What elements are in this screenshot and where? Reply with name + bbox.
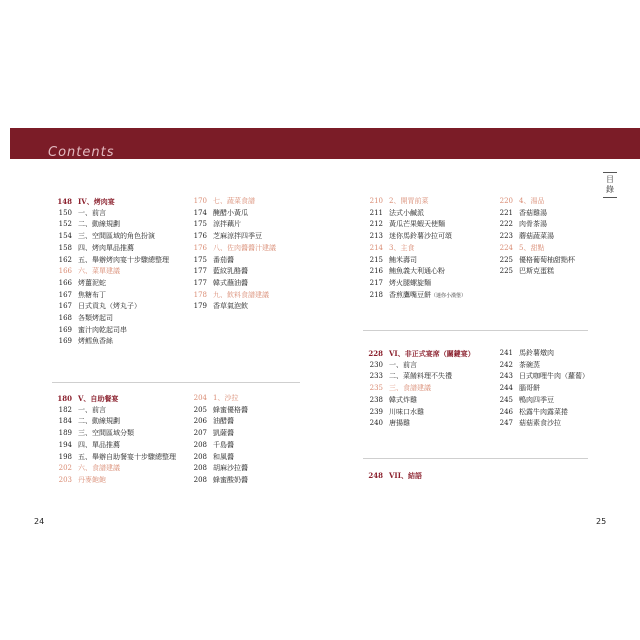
toc-entry-title: 二、動線規劃 — [78, 417, 120, 426]
toc-entry-title: 六、菜單建議 — [78, 267, 120, 276]
toc-entry-title: VII、結語 — [389, 471, 422, 480]
toc-page-number: 241 — [499, 349, 513, 357]
toc-page-number: 225 — [499, 267, 513, 276]
toc-entry-title: 韓式蘸油醬 — [213, 278, 248, 287]
toc-entry-title: 香菇雞湯 — [519, 208, 547, 217]
toc-entry-title: 2、開胃前菜 — [389, 197, 429, 205]
toc-page-number: 175 — [193, 220, 207, 229]
toc-page-number: 238 — [369, 395, 383, 404]
toc-entry-title: IV、烤肉宴 — [78, 197, 115, 206]
toc-entry-title: 七、蔬菜食譜 — [213, 197, 255, 205]
toc-entry-title: 馬鈴薯燉肉 — [519, 349, 554, 357]
toc-page-number: 180 — [57, 394, 72, 403]
toc-page-number: 208 — [193, 452, 207, 461]
toc-entry-title: 一、前言 — [389, 360, 417, 369]
side-title: 目錄 — [603, 172, 617, 198]
toc-entry-title: 5、甜點 — [519, 243, 545, 252]
toc-entry-title: 肉骨茶湯 — [519, 220, 547, 229]
toc-entry-title: 焦糖布丁 — [78, 290, 106, 299]
toc-entry-title: 烤火腿螺旋麵 — [389, 278, 431, 287]
toc-page-number: 243 — [499, 372, 513, 381]
toc-page-number: 177 — [193, 278, 207, 287]
toc-entry-title: 各類烤起司 — [78, 314, 113, 322]
toc-page-number: 218 — [369, 290, 383, 299]
toc-entry-title: 川味口水雞 — [389, 407, 424, 416]
toc-page-number: 208 — [193, 475, 207, 484]
toc-page-number: 235 — [369, 384, 383, 393]
toc-page-number: 221 — [499, 208, 513, 217]
toc-entry-title: 鮪米壽司 — [389, 255, 417, 264]
toc-page-number: 150 — [58, 208, 72, 217]
section-divider — [52, 382, 300, 383]
toc-entry-title: V、自助餐宴 — [78, 394, 119, 403]
toc-entry-title: 和風醬 — [213, 452, 234, 461]
toc-page-number: 169 — [58, 337, 72, 346]
toc-entry-title: 九、飲料食譜建議 — [213, 290, 269, 299]
toc-page-number: 174 — [193, 208, 207, 217]
toc-page-number: 175 — [193, 255, 207, 264]
toc-entry-title: 一、前言 — [78, 208, 106, 217]
toc-page-number: 213 — [369, 232, 383, 241]
toc-page-number: 214 — [369, 243, 383, 252]
toc-entry-title: 烤薑泥蛇 — [78, 278, 106, 287]
toc-page-number: 228 — [368, 349, 383, 358]
toc-entry-title: 1、沙拉 — [213, 394, 239, 402]
toc-page-number: 169 — [58, 325, 72, 334]
toc-entry-title: 4、湯品 — [519, 197, 545, 205]
toc-page-number: 212 — [369, 220, 383, 229]
toc-entry-title: 烤鱈魚香絲 — [78, 337, 113, 346]
toc-page-number: 194 — [58, 440, 72, 449]
toc-page-number: 230 — [369, 360, 383, 369]
toc-entry-title: 茶碗蒸 — [519, 360, 540, 369]
toc-page-number: 204 — [193, 394, 207, 402]
toc-page-number: 205 — [193, 405, 207, 414]
toc-entry-title: 醃醋小黃瓜 — [213, 208, 248, 217]
toc-page-number: 216 — [369, 267, 383, 276]
toc-entry-title: 法式小鹹派 — [389, 208, 424, 217]
toc-page-number: 182 — [58, 405, 72, 414]
toc-page-number: 167 — [58, 302, 72, 311]
toc-page-number: 224 — [499, 243, 513, 252]
toc-page-number: 245 — [499, 395, 513, 404]
toc-page-number: 225 — [499, 255, 513, 264]
toc-entry-title: 腦哥餅 — [519, 384, 540, 393]
toc-page-number: 170 — [193, 197, 207, 205]
page-number-right: 25 — [596, 517, 607, 526]
toc-entry-title: VI、非正式宴席（關鍵宴） — [389, 349, 475, 358]
toc-page-number: 210 — [369, 197, 383, 205]
toc-entry-title: 3、主食 — [389, 243, 415, 252]
toc-entry-title: 香煎鷹嘴豆餅（迷你小漢堡） — [389, 290, 467, 299]
toc-entry-title: 四、烤肉單品推薦 — [78, 243, 134, 252]
toc-page-number: 166 — [58, 278, 72, 287]
toc-page-number: 246 — [499, 407, 513, 416]
toc-page-number: 152 — [58, 220, 72, 229]
toc-page-number: 223 — [499, 232, 513, 241]
toc-entry-title: 黃瓜芒果蝦天使麵 — [389, 220, 445, 229]
toc-page-number: 247 — [499, 419, 513, 428]
toc-entry-title: 藍紋乳酪醬 — [213, 267, 248, 276]
toc-page-number: 166 — [58, 267, 72, 276]
toc-entry-title: 五、舉辦烤肉宴十步驟總整理 — [78, 255, 169, 264]
toc-page-number: 162 — [58, 255, 72, 264]
toc-entry-title: 五、舉辦自助餐宴十步驟總整理 — [78, 452, 176, 461]
toc-page-number: 208 — [193, 464, 207, 473]
toc-entry-title: 鮪魚義大利通心粉 — [389, 267, 445, 276]
toc-page-number: 184 — [58, 417, 72, 426]
toc-page-number: 158 — [58, 243, 72, 252]
toc-entry-title: 香草氣泡飲 — [213, 302, 248, 311]
toc-entry-title: 日式咖哩牛肉（蘿蔔） — [519, 372, 589, 381]
toc-page-number: 222 — [499, 220, 513, 229]
toc-entry-title: 蜂蜜酸奶醬 — [213, 475, 248, 484]
toc-entry-title: 三、空間區域的角色扮演 — [78, 232, 155, 241]
toc-entry-title: 迷你馬鈴薯沙拉可頌 — [389, 232, 452, 241]
toc-page-number: 167 — [58, 290, 72, 299]
toc-entry-title: 一、前言 — [78, 405, 106, 414]
toc-page-number: 233 — [369, 372, 383, 381]
page-title: Contents — [48, 145, 115, 160]
toc-entry-title: 千島醬 — [213, 440, 234, 449]
toc-page-number: 211 — [369, 208, 383, 217]
toc-page-number: 206 — [193, 417, 207, 426]
toc-entry-title: 芝麻涼拌四季豆 — [213, 232, 262, 241]
toc-entry-title: 蘑菇蔬菜湯 — [519, 232, 554, 241]
toc-entry-title: 日式貢丸（烤丸子） — [78, 302, 141, 311]
toc-entry-title: 胡麻沙拉醬 — [213, 464, 248, 473]
toc-entry-title: 丹麥飽飽 — [78, 475, 106, 484]
toc-page-number: 176 — [193, 243, 207, 252]
toc-page-number: 248 — [368, 471, 383, 480]
toc-entry-title: 韓式炸雞 — [389, 395, 417, 404]
toc-page-number: 179 — [193, 302, 207, 311]
toc-page-number: 207 — [193, 429, 207, 438]
toc-entry-title: 三、食譜建議 — [389, 384, 431, 393]
toc-entry-title: 優格葡萄柚甜點杯 — [519, 255, 575, 264]
toc-page-number: 189 — [58, 429, 72, 438]
toc-page-number: 244 — [499, 384, 513, 393]
toc-page-number: 239 — [369, 407, 383, 416]
toc-entry-title: 二、動線規劃 — [78, 220, 120, 229]
toc-page-number: 215 — [369, 255, 383, 264]
toc-entry-title: 涼拌藕片 — [213, 220, 241, 229]
toc-entry-title: 菇菇素食沙拉 — [519, 419, 561, 428]
toc-entry-note: （迷你小漢堡） — [431, 292, 467, 299]
toc-page-number: 154 — [58, 232, 72, 241]
toc-page-number: 148 — [57, 197, 72, 206]
section-divider — [363, 330, 588, 331]
toc-entry-title: 油醋醬 — [213, 417, 234, 426]
toc-entry-title: 巴斯克蛋糕 — [519, 267, 554, 276]
toc-page-number: 208 — [193, 440, 207, 449]
toc-page-number: 198 — [58, 452, 72, 461]
toc-entry-title: 蜂蜜優格醬 — [213, 405, 248, 414]
toc-entry-title: 鴨肉四季豆 — [519, 395, 554, 404]
toc-page-number: 217 — [369, 278, 383, 287]
toc-page-number: 176 — [193, 232, 207, 241]
toc-entry-title: 三、空間區域分類 — [78, 429, 134, 438]
toc-page-number: 202 — [58, 464, 72, 473]
toc-entry-title: 番茄醬 — [213, 255, 234, 264]
toc-entry-title: 凱薩醬 — [213, 429, 234, 438]
toc-entry-title: 蜜汁肉乾起司串 — [78, 325, 127, 334]
toc-page-number: 203 — [58, 475, 72, 484]
toc-entry-title: 八、佐肉醬醬汁建議 — [213, 243, 276, 252]
toc-page-number: 178 — [193, 290, 207, 299]
toc-entry-title: 六、食譜建議 — [78, 464, 120, 473]
toc-entry-title: 唐揚雞 — [389, 419, 410, 428]
toc-page-number: 242 — [499, 360, 513, 369]
toc-page-number: 240 — [369, 419, 383, 428]
page-number-left: 24 — [34, 517, 45, 526]
toc-page-number: 168 — [58, 314, 72, 322]
toc-page-number: 220 — [499, 197, 513, 205]
toc-page-number: 177 — [193, 267, 207, 276]
toc-entry-title: 松露牛肉露菜捲 — [519, 407, 568, 416]
section-divider — [363, 458, 588, 459]
toc-entry-title: 二、菜餚料理不失禮 — [389, 372, 452, 381]
toc-entry-title: 四、單品推薦 — [78, 440, 120, 449]
